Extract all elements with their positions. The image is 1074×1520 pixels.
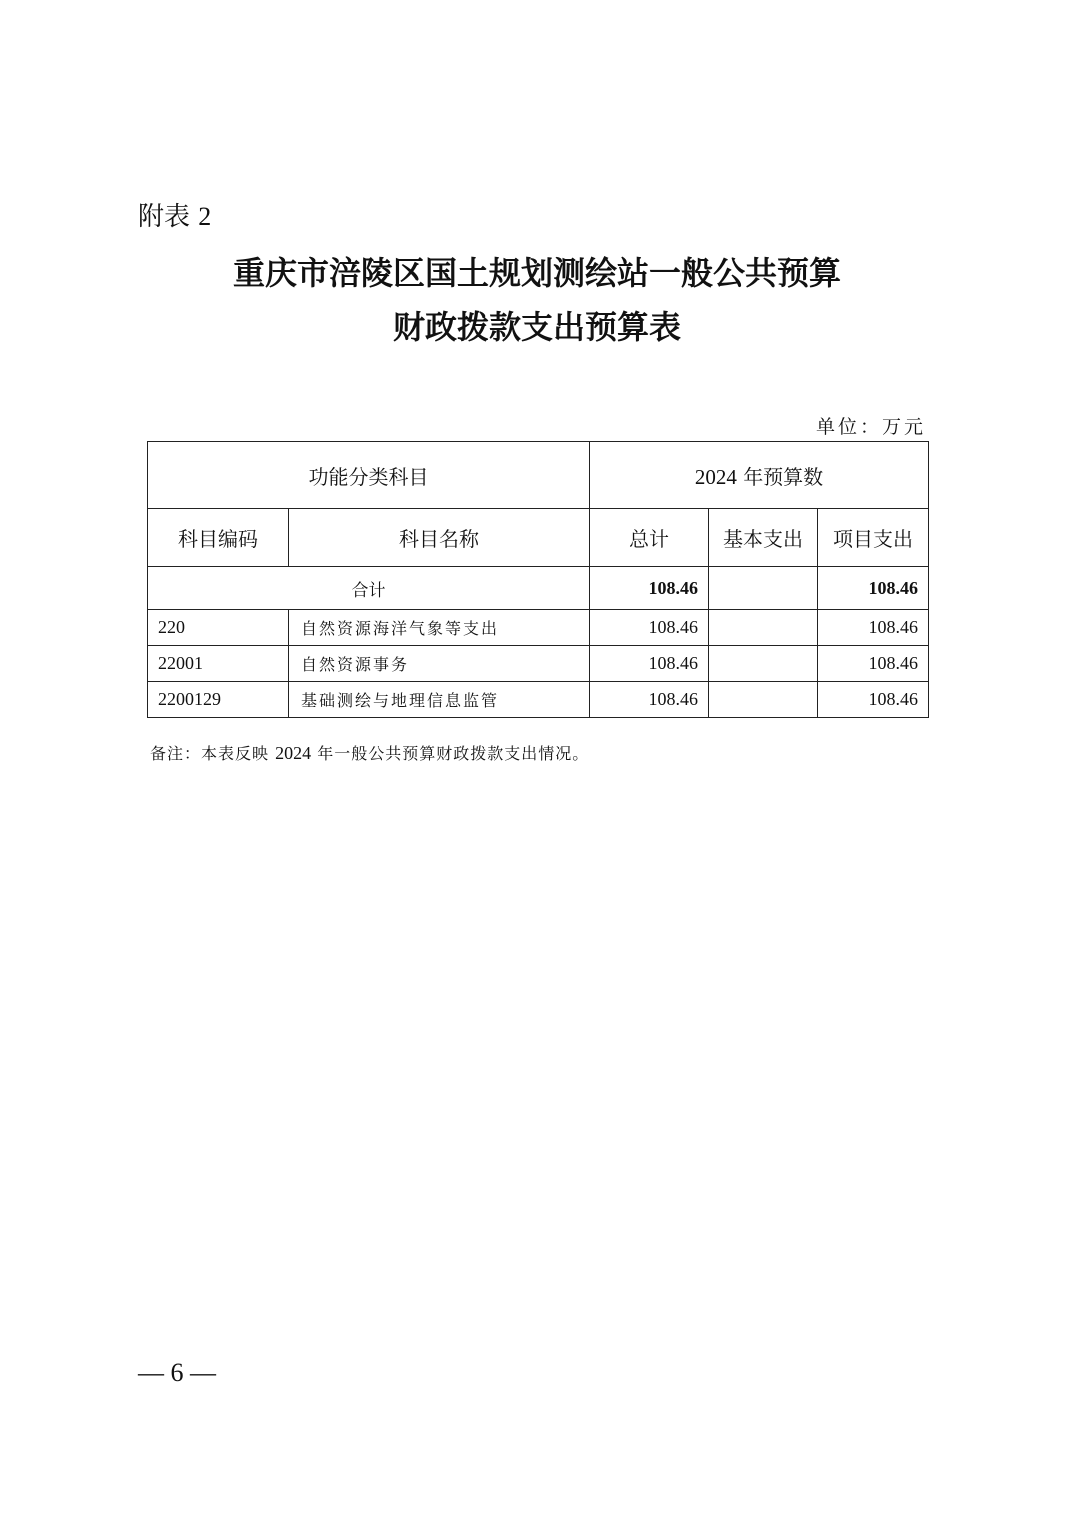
table-row xyxy=(148,682,929,718)
row-project: 108.46 xyxy=(818,646,929,682)
row-basic xyxy=(709,682,818,718)
row-basic xyxy=(709,610,818,646)
row-name: 自然资源海洋气象等支出 xyxy=(289,610,590,646)
budget-year: 2024 xyxy=(694,464,737,489)
column-header-code: 科目编码 xyxy=(148,509,289,567)
column-header-total: 总计 xyxy=(590,509,709,567)
row-code: 22001 xyxy=(148,646,289,682)
budget-year-text: 年预算数 xyxy=(743,464,824,489)
column-header-name: 科目名称 xyxy=(289,509,590,567)
table-note xyxy=(150,741,589,764)
attachment-number: 2 xyxy=(198,202,212,231)
attachment-label xyxy=(138,196,211,233)
total-total: 108.46 xyxy=(590,567,709,610)
column-header-project: 项目支出 xyxy=(818,509,929,567)
total-label: 合计 xyxy=(148,567,590,610)
budget-table xyxy=(147,441,929,718)
row-basic xyxy=(709,646,818,682)
functional-classification-header: 功能分类科目 xyxy=(148,442,590,509)
total-project: 108.46 xyxy=(818,567,929,610)
budget-year-header xyxy=(590,442,929,509)
note-prefix: 备注：本表反映 xyxy=(150,744,270,763)
row-total: 108.46 xyxy=(590,682,709,718)
note-suffix: 年一般公共预算财政拨款支出情况。 xyxy=(317,744,590,763)
page-number: — 6 — xyxy=(138,1358,216,1387)
note-year: 2024 xyxy=(275,743,312,763)
unit-label: 单位：万元 xyxy=(815,416,926,438)
row-name: 自然资源事务 xyxy=(289,646,590,682)
column-header-basic: 基本支出 xyxy=(709,509,818,567)
row-project: 108.46 xyxy=(818,610,929,646)
attachment-label-text: 附表 xyxy=(138,202,191,232)
row-code: 2200129 xyxy=(148,682,289,718)
table-row xyxy=(148,610,929,646)
row-name: 基础测绘与地理信息监管 xyxy=(289,682,590,718)
table-group-header-row xyxy=(148,442,929,509)
total-basic xyxy=(709,567,818,610)
table-row xyxy=(148,646,929,682)
total-row xyxy=(148,567,929,610)
row-project: 108.46 xyxy=(818,682,929,718)
table-column-header-row xyxy=(148,509,929,567)
row-total: 108.46 xyxy=(590,610,709,646)
document-title-line1: 重庆市涪陵区国土规划测绘站一般公共预算 xyxy=(232,254,841,292)
row-code: 220 xyxy=(148,610,289,646)
row-total: 108.46 xyxy=(590,646,709,682)
document-title-line2: 财政拨款支出预算表 xyxy=(392,308,681,346)
